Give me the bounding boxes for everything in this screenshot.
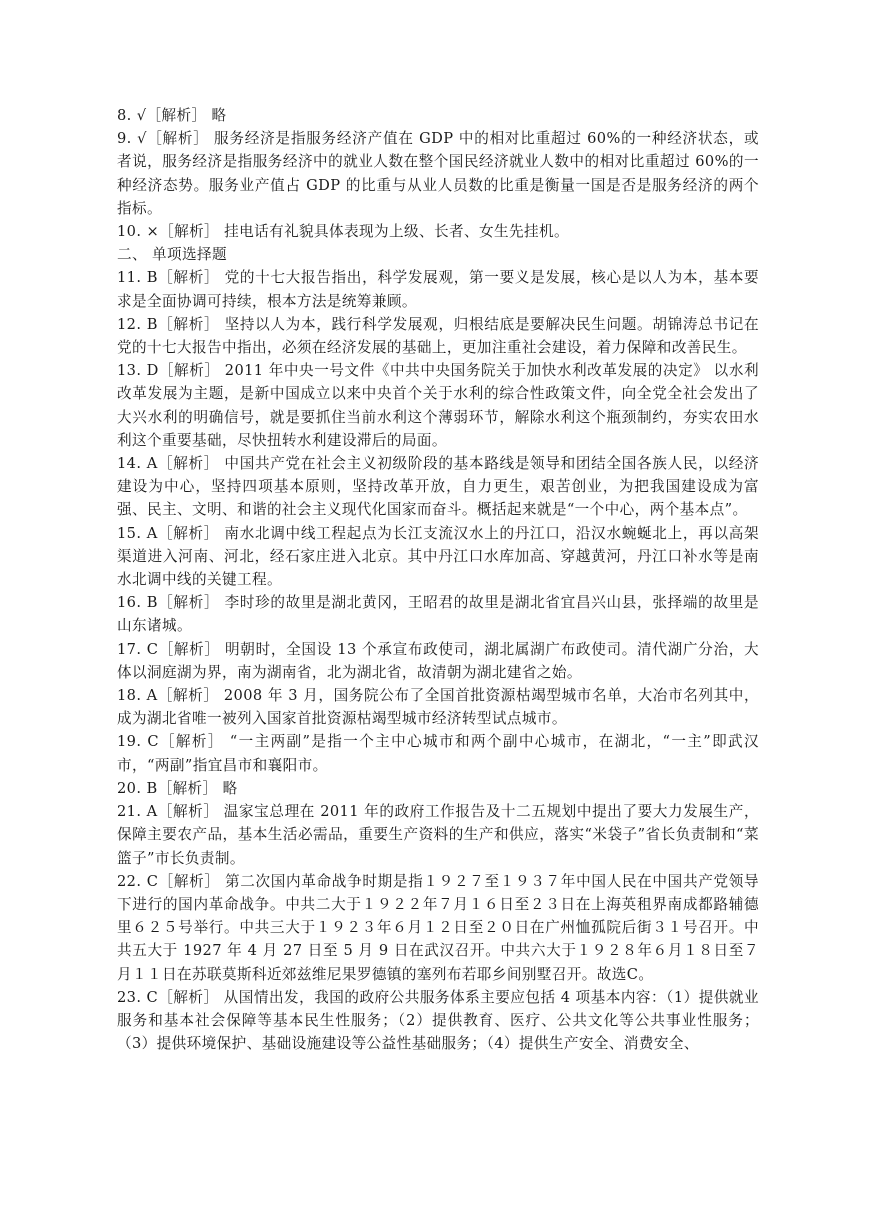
answer-19: 19. C［解析］ “一主两副”是指一个主中心城市和两个副中心城市，在湖北，“一主”即武汉市，“两副”指宜昌市和襄阳市。 (117, 733, 759, 774)
section-heading: 二、 单项选择题 (117, 246, 227, 264)
answer-8: 8. √［解析］ 略 (117, 107, 227, 124)
answer-15: 15. A［解析］ 南水北调中线工程起点为长江支流汉水上的丹江口，沿汉水蜿蜒北上，再以高架渠道进入河南、河北，经石家庄进入北京。其中丹江口水库加高、穿越黄河，丹江口补水等是南水北调中线的关键工程。 (117, 524, 759, 589)
answer-11: 11. B［解析］ 党的十七大报告指出，科学发展观，第一要义是发展，核心是以人为本，基本要求是全面协调可持续，根本方法是统筹兼顾。 (117, 269, 759, 310)
answer-18: 18. A［解析］ 2008 年 3 月，国务院公布了全国首批资源枯竭型城市名单，大冶市名列其中，成为湖北省唯一被列入国家首批资源枯竭型城市经济转型试点城市。 (117, 687, 759, 728)
answer-16: 16. B［解析］ 李时珍的故里是湖北黄冈，王昭君的故里是湖北省宜昌兴山县，张择端的故里是山东诸城。 (117, 594, 759, 635)
answer-23: 23. C［解析］ 从国情出发，我国的政府公共服务体系主要应包括 4 项基本内容：（1）提供就业服务和基本社会保障等基本民生性服务；（2）提供教育、医疗、公共文化等公共事业性服务；（3）提供环境保护、基础设施建设等公益性基础服务；（4）提供生产安全、消费安全、 (117, 988, 759, 1053)
answer-20: 20. B［解析］ 略 (117, 779, 238, 797)
answer-10: 10. ×［解析］ 挂电话有礼貌具体表现为上级、长者、女生先挂机。 (117, 223, 569, 241)
answer-14: 14. A［解析］ 中国共产党在社会主义初级阶段的基本路线是领导和团结全国各族人民，以经济建设为中心，坚持四项基本原则，坚持改革开放，自力更生，艰苦创业，为把我国建设成为富强、民主、文明、和谐的社会主义现代化国家而奋斗。概括起来就是“一个中心，两个基本点”。 (117, 455, 759, 519)
answer-22: 22. C［解析］ 第二次国内革命战争时期是指１９２７至１９３７年中国人民在中国共产党领导下进行的国内革命战争。中共二大于１９２２年７月１６日至２３日在上海英租界南成都路辅德里６２５号举行。中共三大于１９２３年６月１２日至２０日在广州恤孤院后街３１号召开。中共五大于 1927 年 4 月 27 日至 5 月 9 日在武汉召开。中共六大于１９２８年６月１８日至７月１１日在苏联莫斯科近郊兹维尼果罗德镇的塞列布若耶乡间别墅召开。故选C。 (117, 872, 760, 983)
answer-17: 17. C［解析］ 明朝时，全国设 13 个承宣布政使司，湖北属湖广布政使司。清代湖广分治，大体以洞庭湖为界，南为湖南省，北为湖北省，故清朝为湖北建省之始。 (117, 640, 759, 681)
answer-9: 9. √［解析］ 服务经济是指服务经济产值在 GDP 中的相对比重超过 60%的一种经济状态，或者说，服务经济是指服务经济中的就业人数在整个国民经济就业人数中的相对比重超过 60%的一种经济态势。服务业产值占 GDP 的比重与从业人员数的比重是衡量一国是否是服务经济的两个指标。 (117, 130, 759, 217)
answer-12: 12. B［解析］ 坚持以人为本，践行科学发展观，归根结底是要解决民生问题。胡锦涛总书记在党的十七大报告中指出，必须在经济发展的基础上，更加注重社会建设，着力保障和改善民生。 (117, 315, 759, 357)
answer-13: 13. D［解析］ 2011 年中央一号文件《中共中央国务院关于加快水利改革发展的决定》 以水利改革发展为主题，是新中国成立以来中央首个关于水利的综合性政策文件，向全党全社会发出了大兴水利的明确信号，就是要抓住当前水利这个薄弱环节，解除水利这个瓶颈制约，夯实农田水利这个重要基础，尽快扭转水利建设滞后的局面。 (117, 362, 759, 449)
answer-21: 21. A［解析］ 温家宝总理在 2011 年的政府工作报告及十二五规划中提出了要大力发展生产，保障主要农产品，基本生活必需品，重要生产资料的生产和供应，落实“米袋子”省长负责制和“菜篮子”市长负责制。 (117, 803, 759, 867)
